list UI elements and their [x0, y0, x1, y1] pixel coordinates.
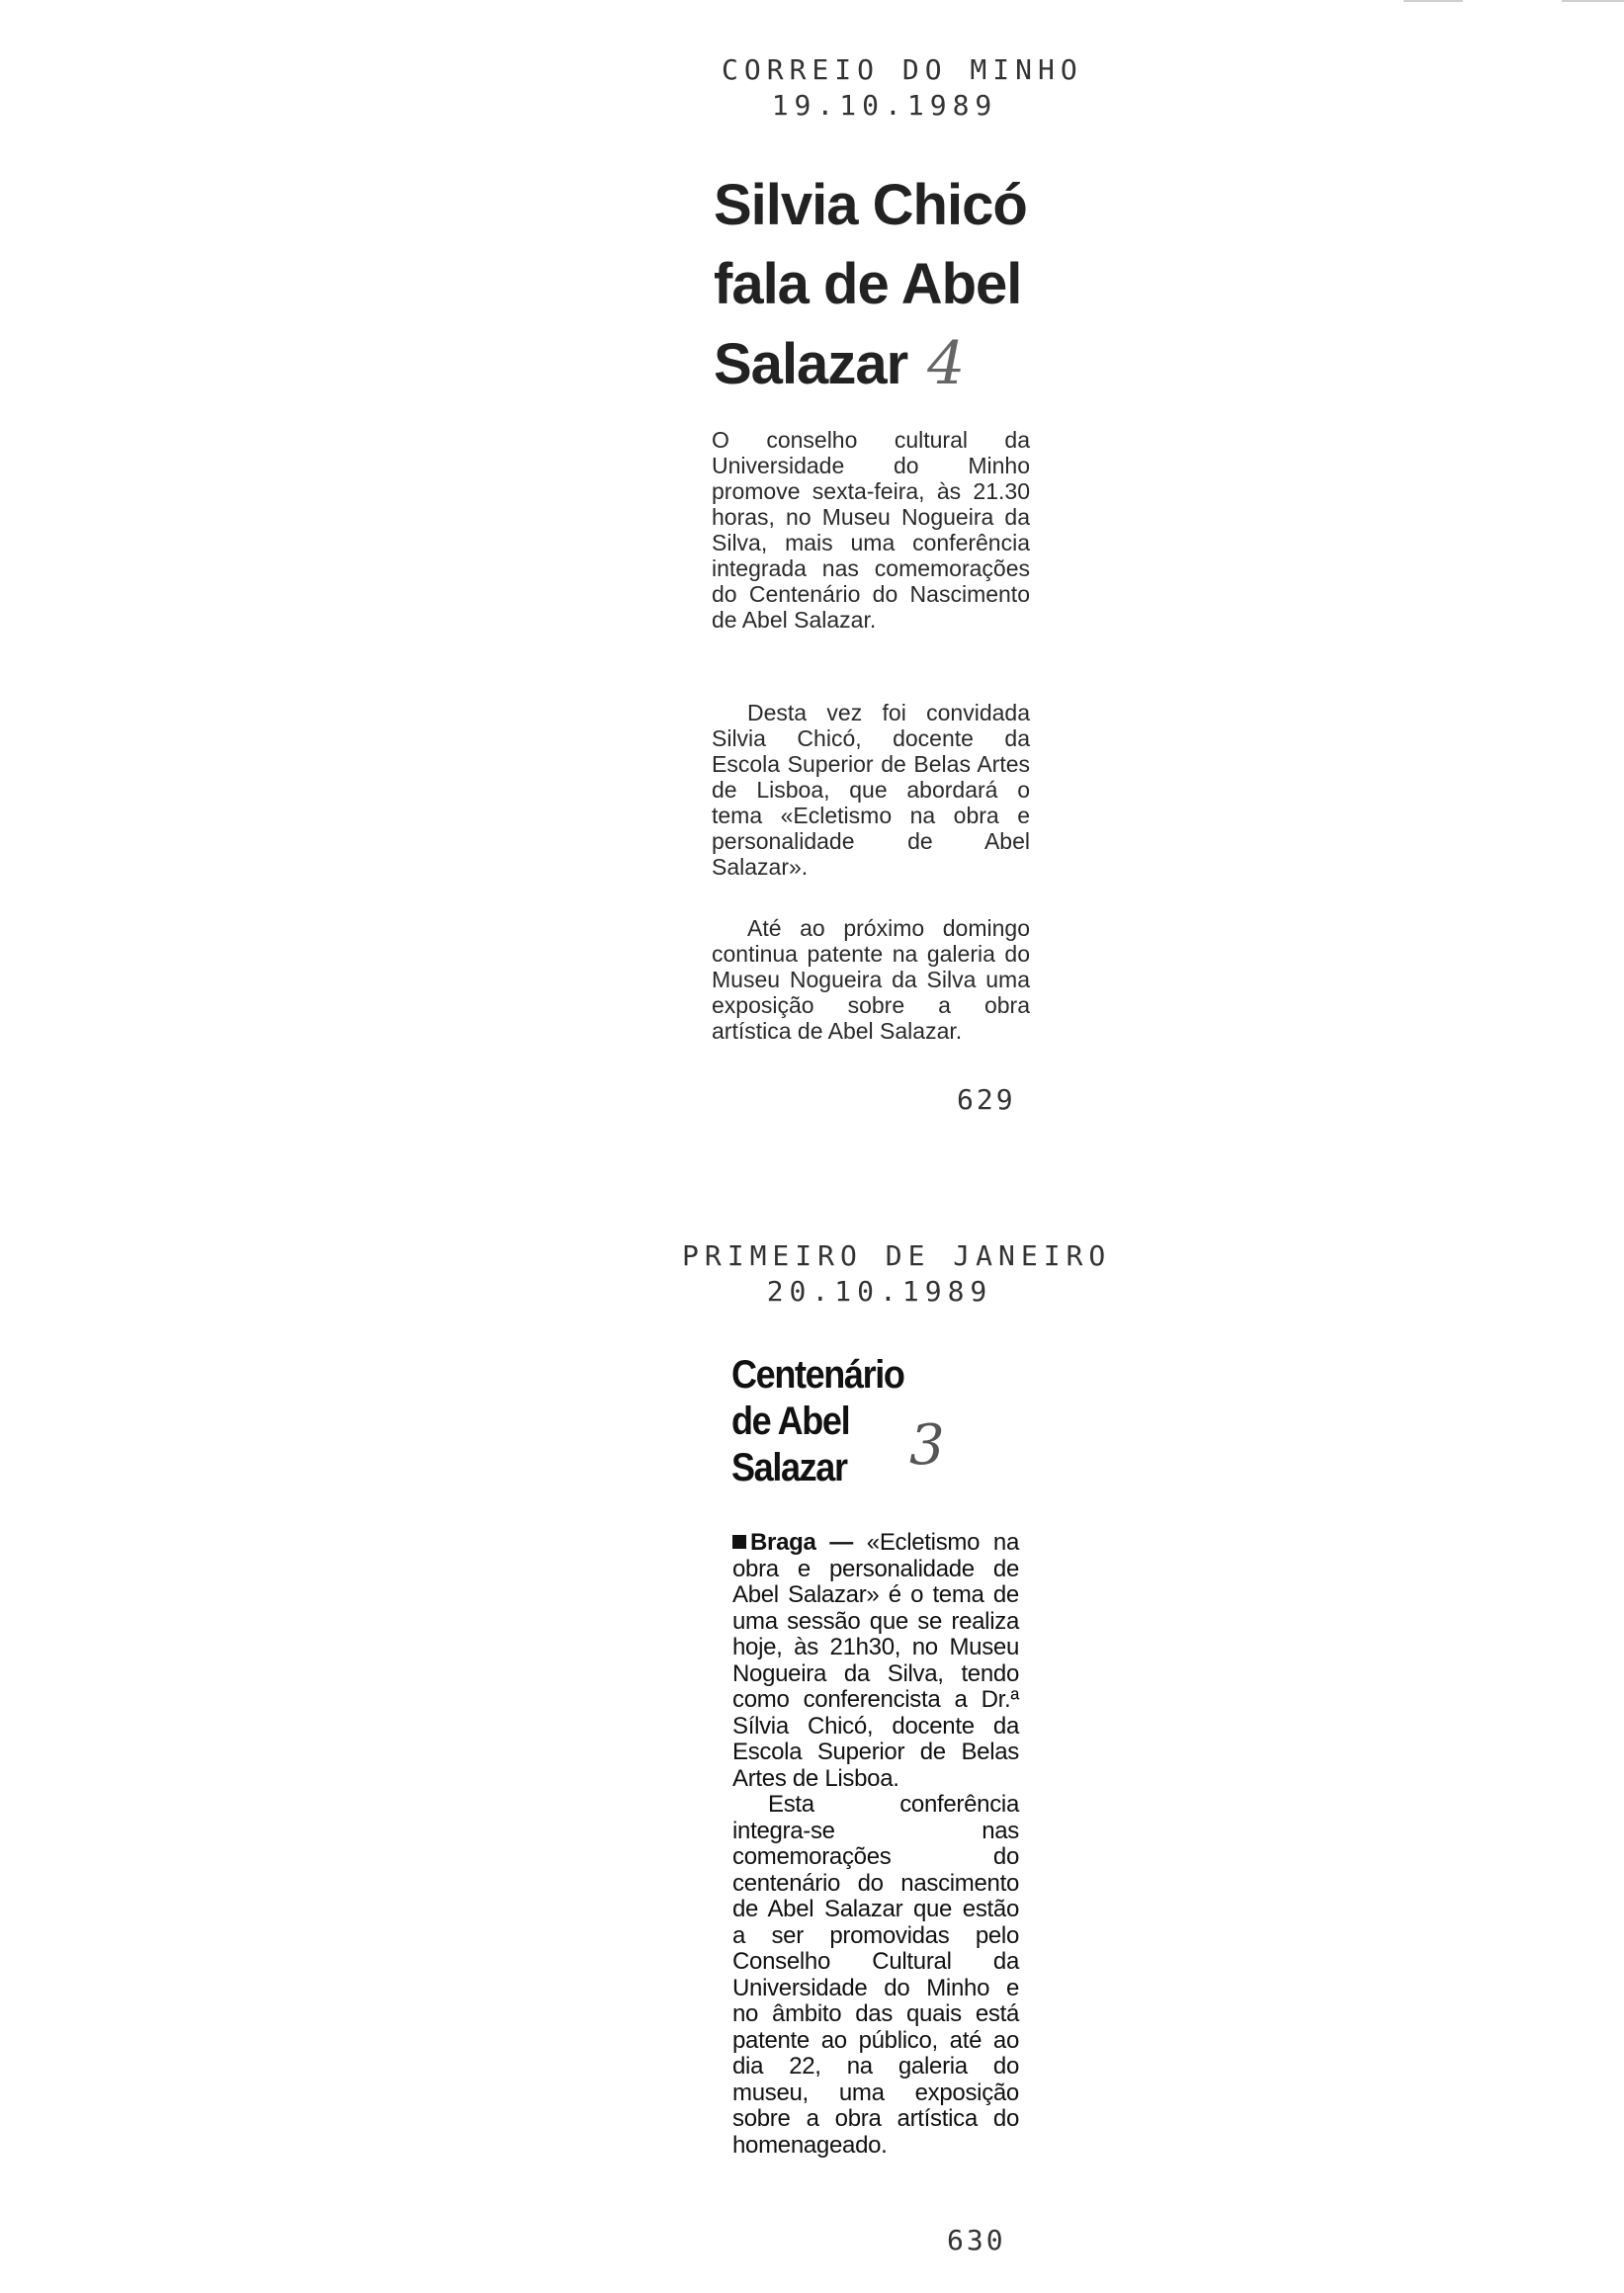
handwritten-mark: 4	[927, 329, 965, 398]
handwritten-mark: 3	[909, 1413, 945, 1478]
paragraph: Desta vez foi convidada Silvia Chicó, docente da Escola Superior de Belas Artes de Lisboa, que abordará o tema «Ecletismo na obra e personalidade de Abel Salazar».	[712, 700, 1030, 880]
headline-line: fala de Abel	[714, 252, 1022, 316]
headline	[731, 1352, 998, 1491]
headline-line: Salazar	[731, 1446, 847, 1489]
scan-mark	[1562, 0, 1624, 2]
paragraph: O conselho cultural da Universidade do Minho promove sexta-feira, às 21.30 horas, no Museu Nogueira da Silva, mais uma conferência integrada nas comemorações do Centenário do Nascimento de Abel Salazar.	[712, 427, 1030, 633]
bullet-icon	[732, 1535, 746, 1549]
dateline: Braga —	[750, 1529, 853, 1556]
scan-mark	[1404, 0, 1463, 2]
headline-line: Salazar	[714, 332, 908, 396]
article-body	[732, 1530, 1019, 2159]
headline-line: de Abel	[731, 1400, 850, 1443]
page-number: 630	[947, 2224, 1006, 2256]
headline-line: Centenário	[731, 1353, 904, 1397]
source-name: PRIMEIRO DE JANEIRO	[682, 1239, 1112, 1272]
paragraph: Até ao próximo domingo continua patente na galeria do Museu Nogueira da Silva uma exposição sobre a obra artística de Abel Salazar.	[712, 915, 1030, 1044]
paragraph: «Ecletismo na obra e personalidade de Abel Salazar» é o tema de uma sessão que se realiza hoje, às 21h30, no Museu Nogueira da Silva, tendo como conferencista a Dr.ª Sílvia Chicó, docente da Escola Superior de Belas Artes de Lisboa.	[732, 1529, 1019, 1792]
page-number: 629	[957, 1083, 1016, 1116]
source-date: 19.10.1989	[771, 89, 998, 122]
paragraph: Esta conferência integra-se nas comemorações do centenário do nascimento de Abel Salazar que estão a ser promovidas pelo Conselho Cultural da Universidade do Minho e no âmbito das quais está patente ao público, até ao dia 22, na galeria do museu, uma exposição sobre a obra artística do homenageado.	[732, 1791, 1019, 2159]
source-name: CORREIO DO MINHO	[722, 53, 1083, 86]
headline	[714, 166, 1050, 404]
source-date: 20.10.1989	[766, 1275, 993, 1308]
headline-line: Silvia Chicó	[714, 173, 1027, 237]
